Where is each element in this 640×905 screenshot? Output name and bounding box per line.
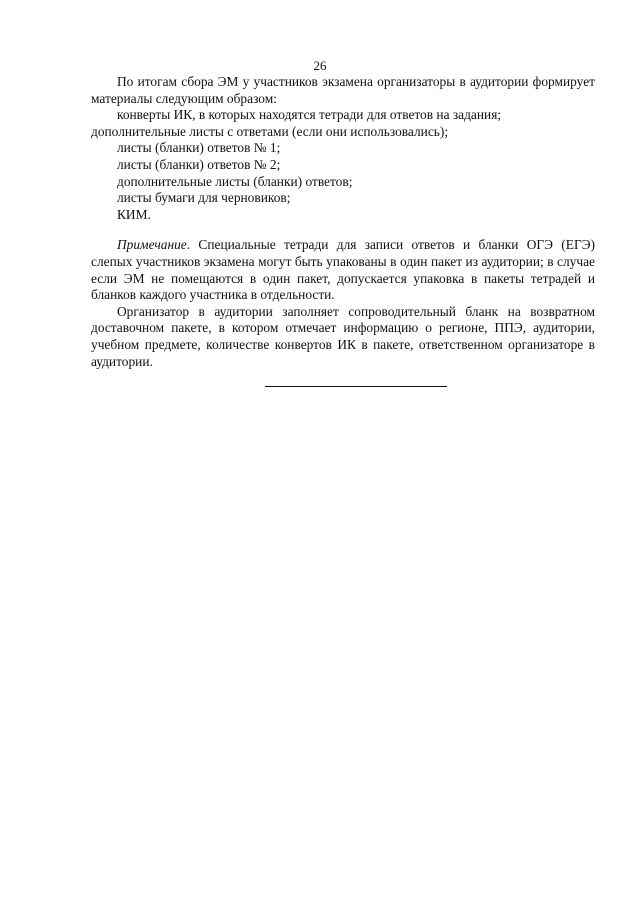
page-number: 26	[313, 58, 327, 73]
note-label: Примечание	[117, 237, 187, 253]
note-text: . Специальные тетради для записи ответов и бланки ОГЭ (ЕГЭ) слепых участников экзамена могут быть упакованы в один пакет из аудитории; в случае если ЭМ не помещаются в один пакет, допускается упаковка в пакеты тетрадей и бланков каждого участника в отдельности.	[91, 237, 595, 303]
list-item: листы (бланки) ответов № 1;	[117, 140, 281, 156]
materials-list	[91, 107, 595, 223]
section-divider	[265, 386, 447, 387]
intro-paragraph: По итогам сбора ЭМ у участников экзамена организаторы в аудитории формирует материалы следующим образом:	[91, 74, 595, 106]
list-item: листы бумаги для черновиков;	[117, 190, 291, 206]
paragraph-gap	[91, 223, 595, 237]
list-item: дополнительные листы (бланки) ответов;	[117, 173, 353, 189]
list-item: листы (бланки) ответов № 2;	[117, 156, 281, 172]
list-item: дополнительные листы с ответами (если они использовались);	[91, 123, 449, 139]
list-item: КИМ.	[117, 206, 151, 222]
final-paragraph: Организатор в аудитории заполняет сопроводительный бланк на возвратном доставочном пакете, в котором отмечает информацию о регионе, ППЭ, аудитории, учебном предмете, количестве конвертов ИК в пакете, ответственном организаторе в аудитории.	[91, 303, 595, 369]
list-item: конверты ИК, в которых находятся тетради для ответов на задания;	[117, 107, 502, 123]
document-body	[91, 74, 595, 370]
note-paragraph	[91, 237, 595, 303]
